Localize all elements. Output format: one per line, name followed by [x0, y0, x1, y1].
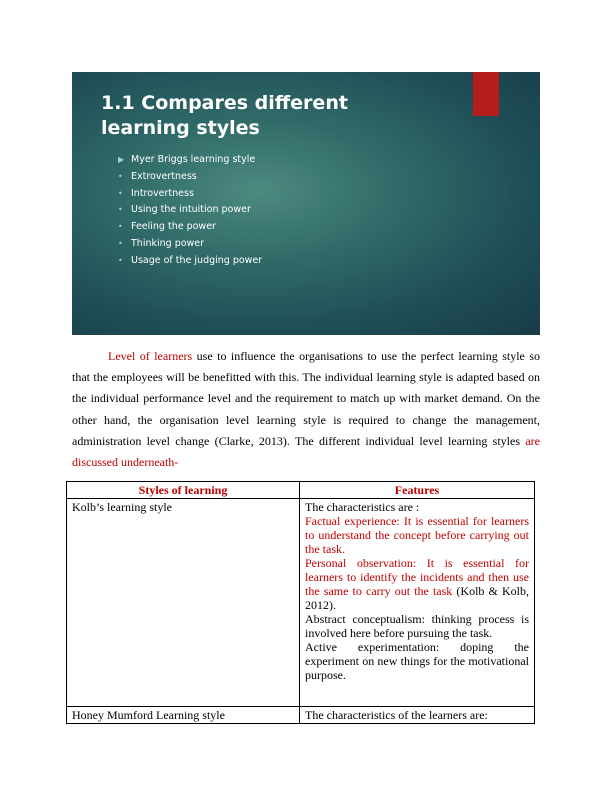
feature-active: Active experimentation: doping the experiment on new things for the motivational purpose. — [305, 640, 529, 682]
style-cell: Kolb’s learning style — [67, 499, 300, 707]
dot-bullet-icon: • — [118, 205, 123, 215]
slide-list-item: ▶ Myer Briggs learning style — [118, 152, 262, 169]
features-intro: The characteristics are : — [305, 500, 420, 514]
slide-image — [72, 72, 540, 335]
style-cell: Honey Mumford Learning style — [67, 707, 300, 724]
dot-bullet-icon: • — [118, 171, 123, 181]
slide-list-item: • Feeling the power — [118, 219, 262, 236]
learning-styles-table — [66, 481, 535, 724]
features-cell — [300, 499, 535, 707]
paragraph-tail: are discussed underneath- — [72, 433, 540, 470]
feature-personal: Personal observation: It is essential for learners to identify the incidents and then use the same to carry out the task (Kolb & Kolb, 2012). — [305, 556, 529, 612]
slide-bullet-list — [118, 152, 262, 270]
slide-list-item: • Introvertness — [118, 186, 262, 203]
slide-title: 1.1 Compares different learning styles — [101, 92, 348, 139]
dot-bullet-icon: • — [118, 188, 123, 198]
feature-abstract: Abstract conceptualism: thinking process is involved here before pursuing the task. — [305, 612, 529, 640]
dot-bullet-icon: • — [118, 238, 123, 248]
body-paragraph — [72, 346, 540, 473]
paragraph-body: use to influence the organisations to use the perfect learning style so that the employees will be benefitted with this. The individual learning style is adapted based on the individual performance level and the requirement to match up with market demand. On the other hand, the organisation level learning style is required to change the management, administration level change (Clarke, 2013). The different individual level learning styles — [72, 349, 540, 448]
table-row — [67, 499, 535, 707]
slide-list-item: • Using the intuition power — [118, 202, 262, 219]
features-cell: The characteristics of the learners are: — [300, 707, 535, 724]
slide-list-item: • Extrovertness — [118, 169, 262, 186]
dot-bullet-icon: • — [118, 222, 123, 232]
feature-factual: Factual experience: It is essential for learners to understand the concept before carrying out the task. — [305, 514, 529, 556]
paragraph-lead: Level of learners — [108, 349, 193, 363]
slide-list-item: • Usage of the judging power — [118, 253, 262, 270]
dot-bullet-icon: • — [118, 255, 123, 265]
slide-accent-bar — [473, 72, 499, 116]
header-features: Features — [300, 482, 535, 499]
header-styles: Styles of learning — [67, 482, 300, 499]
slide-list-item: • Thinking power — [118, 236, 262, 253]
arrow-bullet-icon: ▶ — [118, 155, 125, 164]
table-header-row — [67, 482, 535, 499]
table-row — [67, 707, 535, 724]
